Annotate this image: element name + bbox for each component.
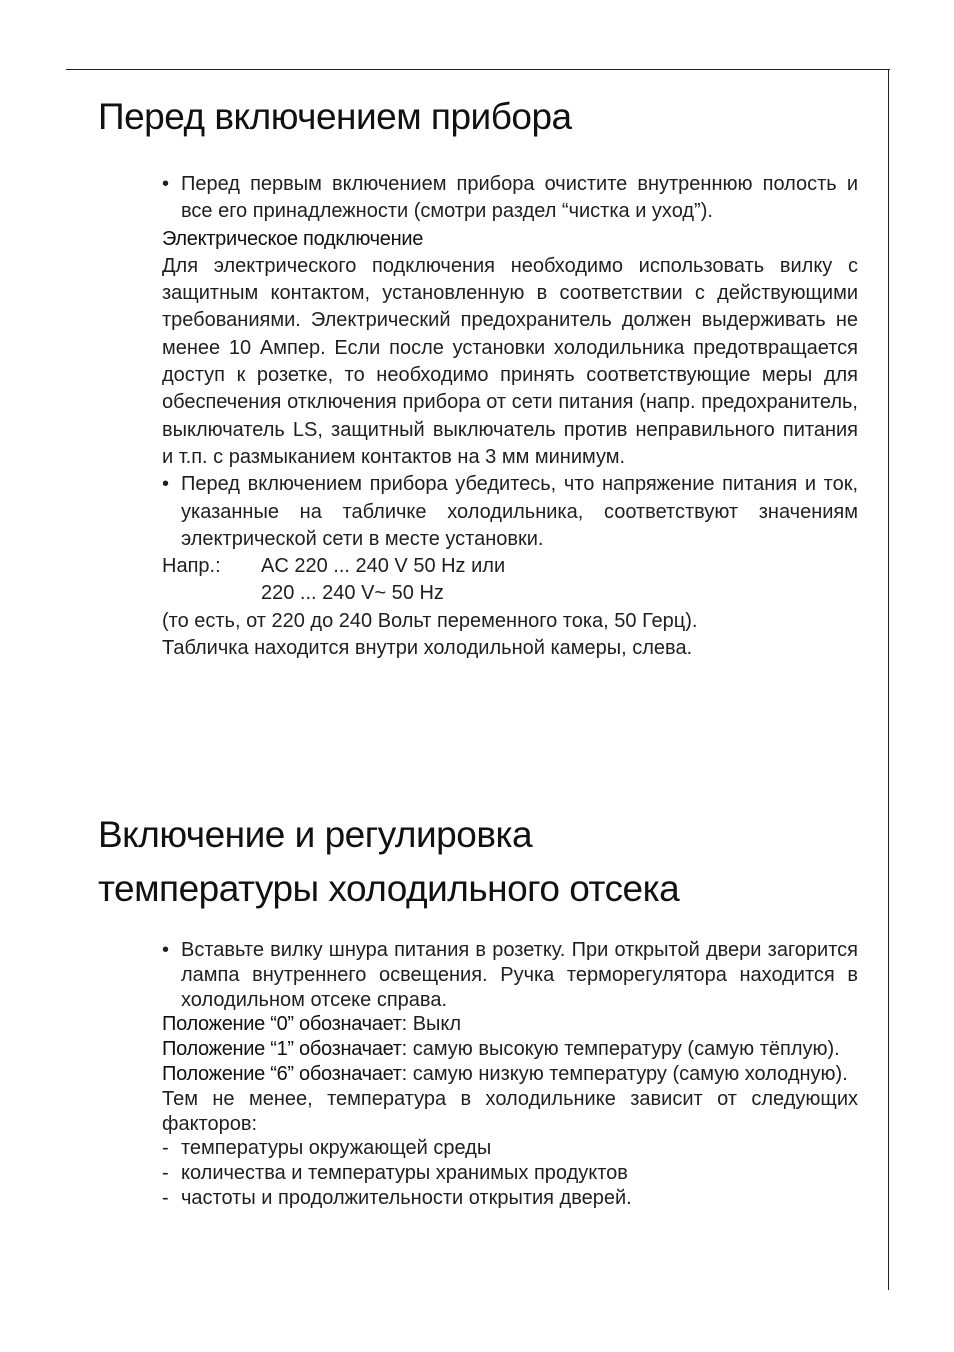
position-6-description <box>162 1062 858 1087</box>
position-1-text: : самую высокую температуру (самую тёплую). <box>401 1038 840 1061</box>
section-before-switching-on <box>162 171 858 662</box>
bullet-mark: • <box>162 939 170 961</box>
factor-text: температуры окружающей среды <box>181 1137 492 1160</box>
heading-line-1: Включение и регулировка <box>98 814 533 855</box>
position-0-description <box>162 1012 858 1037</box>
position-1-description <box>162 1037 858 1062</box>
bullet-item <box>162 171 858 226</box>
heading-line-2: температуры холодильного отсека <box>98 868 680 909</box>
bullet-item <box>162 471 858 553</box>
note-rating-plate-location: Табличка находится внутри холодильной камеры, слева. <box>162 637 693 660</box>
dash-mark: - <box>162 1137 169 1160</box>
position-1-label: Положение “1” обозначает <box>162 1038 402 1061</box>
dash-mark: - <box>162 1162 169 1185</box>
bullet-text-clean-interior: Перед первым включением прибора очистите внутреннюю полость и все его принадлежности (смотри раздел “чистка и уход”). <box>181 173 858 223</box>
position-6-text: : самую низкую температуру (самую холодную). <box>401 1062 848 1085</box>
bullet-mark: • <box>162 173 170 195</box>
bullet-text-check-voltage: Перед включением прибора убедитесь, что напряжение питания и ток, указанные на табличке холодильника, соответствуют значениям электрической сети в месте установки. <box>181 473 858 550</box>
dash-mark: - <box>162 1186 169 1209</box>
list-item <box>162 1136 858 1161</box>
example-row <box>162 580 858 607</box>
example-label: Напр.: <box>162 555 221 578</box>
list-item <box>162 1161 858 1186</box>
right-border-line <box>888 69 889 1290</box>
position-0-text: : Выкл <box>401 1013 462 1036</box>
bullet-mark: • <box>162 473 170 496</box>
paragraph-temperature-factors: Тем не менее, температура в холодильнике зависит от следующих факторов: <box>162 1087 858 1135</box>
bullet-text-plug-in: Вставьте вилку шнура питания в розетку. При открытой двери загорится лампа внутреннего освещения. Ручка терморегулятора находится в холодильном отсеке справа. <box>181 939 858 1011</box>
example-value-1: AC 220 ... 240 V 50 Hz или <box>261 555 506 578</box>
heading-switching-on-temperature <box>98 808 679 916</box>
list-item <box>162 1186 858 1211</box>
position-6-label: Положение “6” обозначает <box>162 1062 402 1085</box>
heading-before-switching-on: Перед включением прибора <box>98 96 572 137</box>
example-value-2: 220 ... 240 V~ 50 Hz <box>261 582 444 605</box>
position-0-label: Положение “0” обозначает <box>162 1013 402 1036</box>
note-voltage-explanation: (то есть, от 220 до 240 Вольт переменного тока, 50 Герц). <box>162 609 698 632</box>
section-switching-on-temperature <box>162 938 858 1211</box>
factor-text: количества и температуры хранимых продуктов <box>181 1162 628 1185</box>
subheading-electrical-connection: Электрическое подключение <box>162 227 424 250</box>
paragraph-electrical-connection: Для электрического подключения необходимо использовать вилку с защитным контактом, установленную в соответствии с действующими требованиями. Электрический предохранитель должен выдерживать не менее 10 Ампер. Если после установки холодильника предотвращается доступ к розетке, то необходимо принять соответствующие меры для обеспечения отключения прибора от сети питания (напр. предохранитель, выключатель LS, защитный выключатель против неправильного питания и т.п. с размыканием контактов на 3 мм минимум. <box>162 254 858 468</box>
bullet-item <box>162 938 858 1012</box>
factor-text: частоты и продолжительности открытия дверей. <box>181 1186 632 1209</box>
top-border-line <box>66 69 890 70</box>
example-row <box>162 553 858 580</box>
